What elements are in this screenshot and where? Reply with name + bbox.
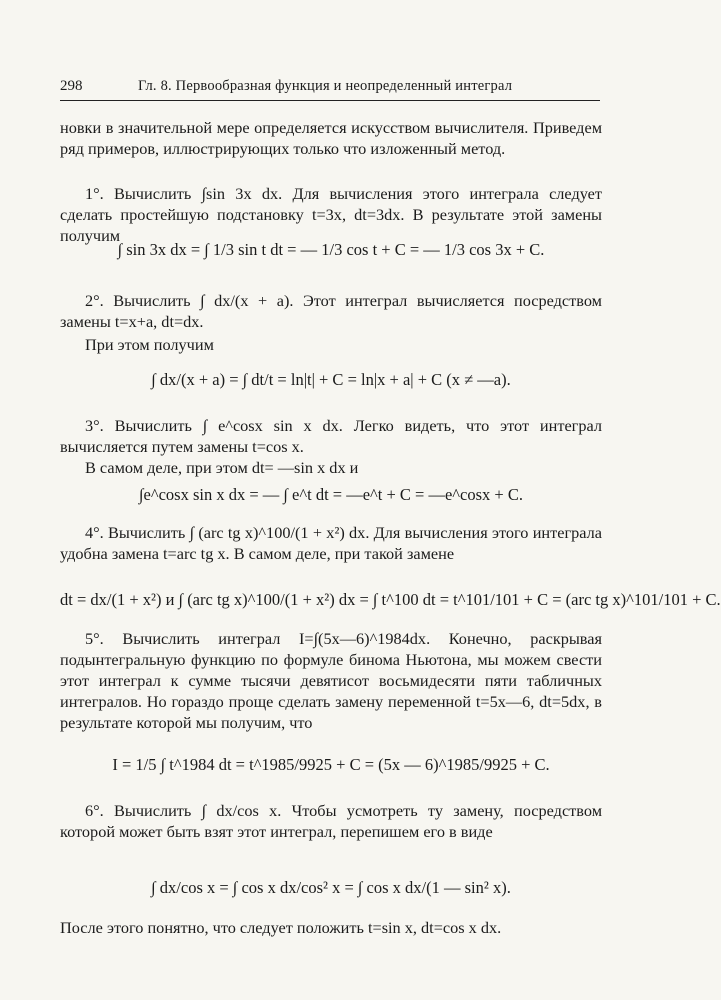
paragraph-example-5: 5°. Вычислить интеграл I=∫(5x—6)^1984dx. Конечно, раскрывая подынтегральную функцию по формуле бинома Ньютона, мы можем свести этот интеграл к сумме тысячи девятисот восьмидесяти пяти табличных интегралов. Но гораздо проще сделать замену переменной t=5x—6, dt=5dx, в результате которой мы получим, что [60,629,602,732]
paragraph-intro: новки в значительной мере определяется искусством вычислителя. Приведем ряд примеров, иллюстрирующих только что изложенный метод. [60,118,602,158]
equation-1: ∫ sin 3x dx = ∫ 1/3 sin t dt = — 1/3 cos t + C = — 1/3 cos 3x + C. [117,240,545,259]
paragraph-example-2: 2°. Вычислить ∫ dx/(x + a). Этот интеграл вычисляется посредством замены t=x+a, dt=dx. [60,291,602,331]
running-title: Гл. 8. Первообразная функция и неопределенный интеграл [138,78,513,94]
paragraph-example-6: 6°. Вычислить ∫ dx/cos x. Чтобы усмотреть ту замену, посредством которой может быть взят этот интеграл, перепишем его в виде [60,801,602,841]
equation-5: I = 1/5 ∫ t^1984 dt = t^1985/9925 + C = (5x — 6)^1985/9925 + C. [112,755,550,774]
page-number: 298 [60,78,83,94]
equation-3: ∫e^cosx sin x dx = — ∫ e^t dt = —e^t + C = —e^cosx + C. [139,485,523,504]
paragraph-example-3-cont: В самом деле, при этом dt= —sin x dx и [85,458,359,477]
paragraph-example-3: 3°. Вычислить ∫ e^cosx sin x dx. Легко видеть, что этот интеграл вычисляется путем замены t=cos x. [60,416,602,456]
paragraph-conclusion: После этого понятно, что следует положить t=sin x, dt=cos x dx. [60,918,502,937]
running-header [60,70,600,101]
paragraph-example-1: 1°. Вычислить ∫sin 3x dx. Для вычисления этого интеграла следует сделать простейшую подстановку t=3x, dt=3dx. В результате этой замены получим [60,184,602,245]
equation-4: dt = dx/(1 + x²) и ∫ (arc tg x)^100/(1 + x²) dx = ∫ t^100 dt = t^101/101 + C = (arc tg x)^101/101 + C. [60,590,721,609]
equation-6: ∫ dx/cos x = ∫ cos x dx/cos² x = ∫ cos x dx/(1 — sin² x). [151,878,511,897]
paragraph-example-4: 4°. Вычислить ∫ (arc tg x)^100/(1 + x²) dx. Для вычисления этого интеграла удобна замена t=arc tg x. В самом деле, при такой замене [60,523,602,563]
equation-2: ∫ dx/(x + a) = ∫ dt/t = ln|t| + C = ln|x + a| + C (x ≠ —a). [151,370,511,389]
paragraph-example-2-cont: При этом получим [85,335,214,354]
